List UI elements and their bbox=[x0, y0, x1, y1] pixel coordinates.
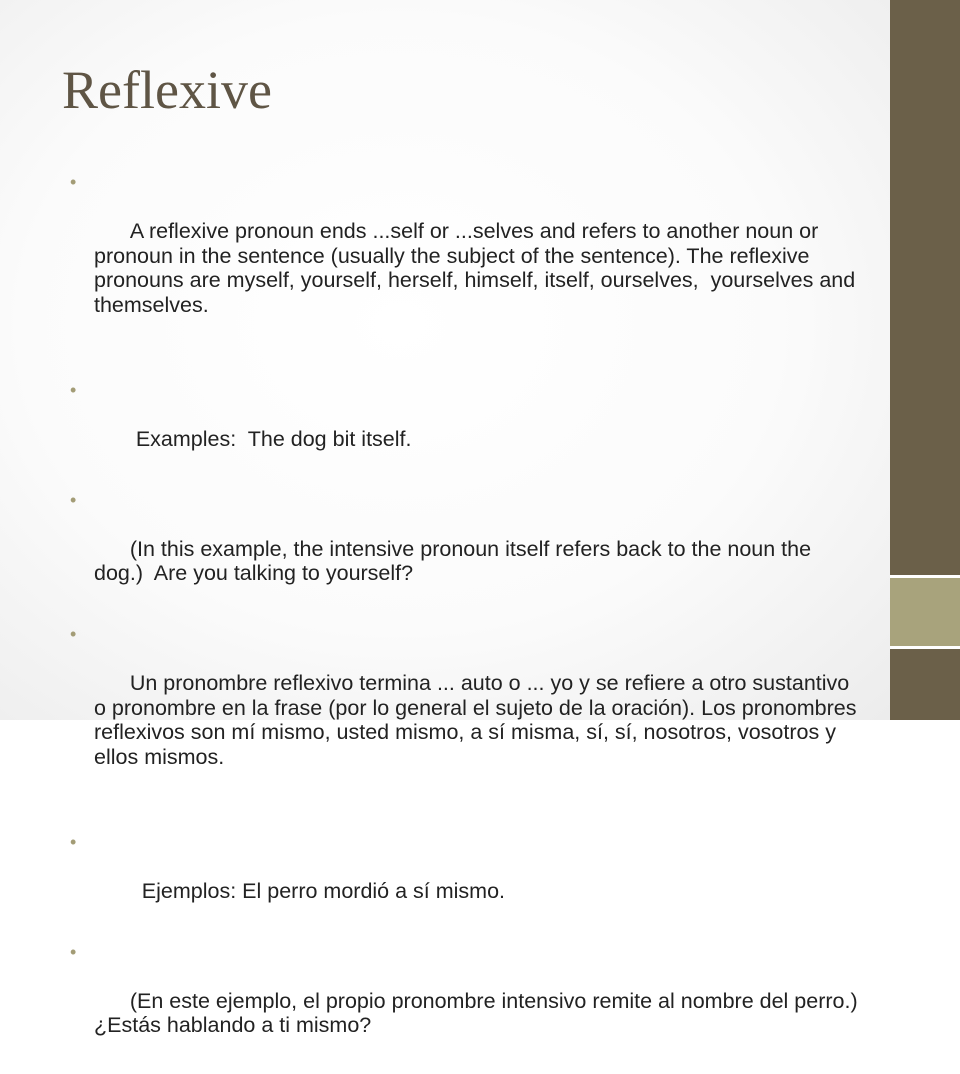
bullet-item bbox=[70, 378, 860, 476]
bullet-text: Ejemplos: El perro mordió a sí mismo. bbox=[129, 878, 506, 903]
sidebar-block-dark-top bbox=[890, 0, 960, 575]
bullet-text: (In this example, the intensive pronoun itself refers back to the noun the dog.) Are you talking to yourself? bbox=[94, 536, 818, 585]
bullet-text: Examples: The dog bit itself. bbox=[129, 426, 412, 451]
sidebar-block-accent bbox=[890, 578, 960, 646]
bullet-dot-icon: • bbox=[70, 831, 77, 852]
slide-title: Reflexive bbox=[62, 60, 272, 120]
bullet-text: Un pronombre reflexivo termina ... auto o ... yo y se refiere a otro sustantivo o pronombre en la frase (por lo general el sujeto de la oración). Los pronombres reflexivos son mí mismo, usted mismo, a sí misma, sí, sí, nosotros, vosotros y ellos mismos. bbox=[94, 671, 863, 769]
bullet-text: A reflexive pronoun ends ...self or ...selves and refers to another noun or pronoun in the sentence (usually the subject of the sentence). The reflexive pronouns are myself, yourself, herself, himself, itself, ourselves, yourselves and themselves. bbox=[94, 219, 862, 317]
bullet-item bbox=[70, 488, 860, 611]
bullet-item bbox=[70, 940, 864, 1063]
bullet-dot-icon: • bbox=[70, 172, 77, 192]
bullet-dot-icon: • bbox=[70, 489, 77, 510]
bullet-item bbox=[70, 170, 860, 342]
bullet-dot-icon: • bbox=[70, 941, 77, 962]
sidebar-block-dark-bottom bbox=[890, 649, 960, 720]
bullet-text: (En este ejemplo, el propio pronombre intensivo remite al nombre del perro.) ¿Estás hablando a ti mismo? bbox=[94, 988, 864, 1037]
bullet-list bbox=[70, 170, 864, 1074]
decorative-sidebar bbox=[890, 0, 960, 720]
bullet-item bbox=[70, 622, 863, 794]
bullet-item bbox=[70, 830, 860, 928]
bullet-dot-icon: • bbox=[70, 624, 77, 644]
bullet-dot-icon: • bbox=[70, 379, 77, 400]
